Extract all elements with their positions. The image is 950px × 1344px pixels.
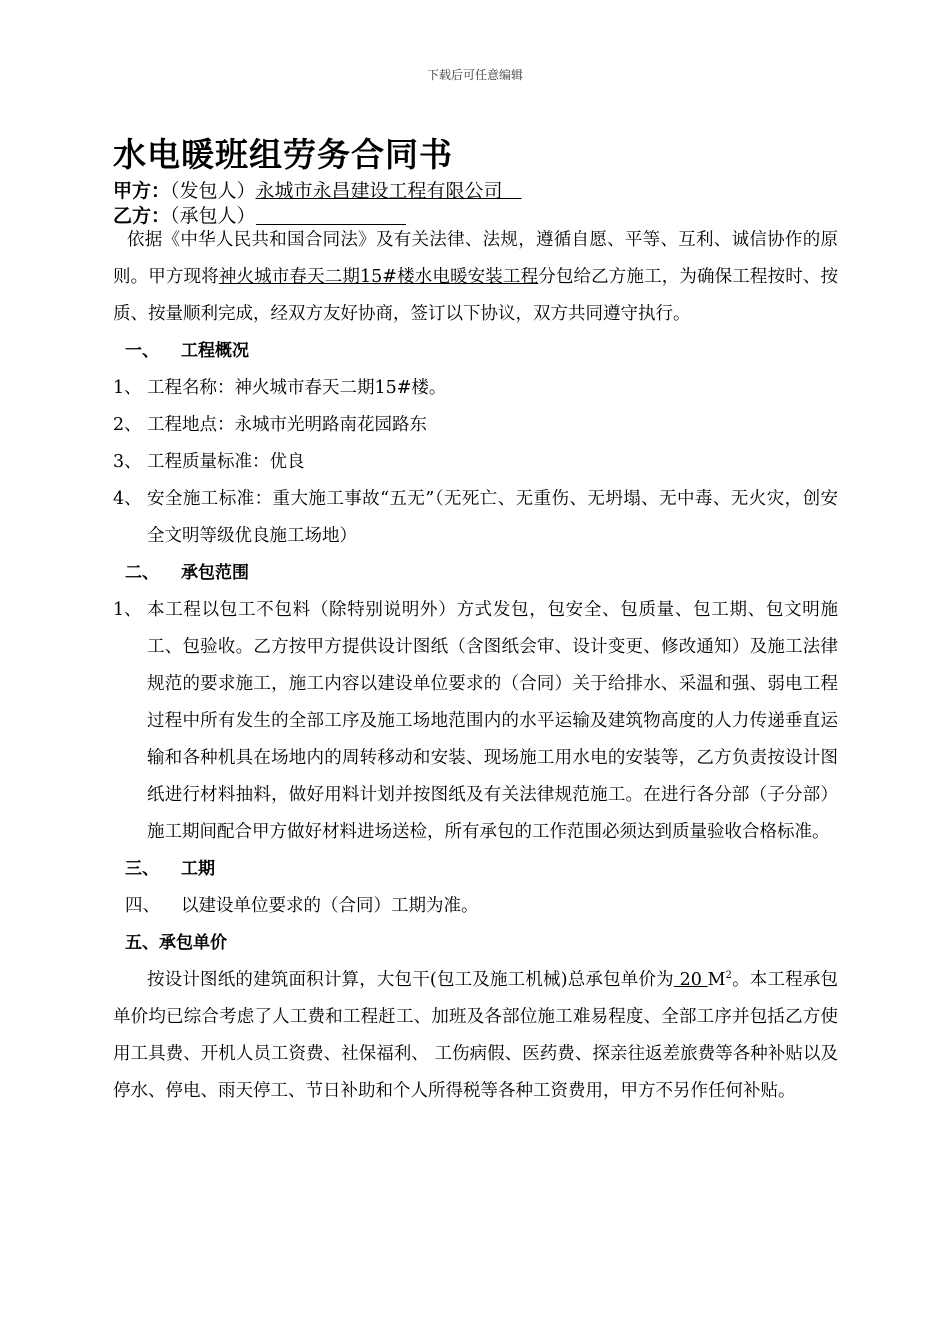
section-2-title: 承包范围 (181, 563, 249, 583)
item-text: 工程名称：神火城市春天二期15#楼。 (147, 378, 447, 398)
item-text: 工程质量标准：优良 (147, 452, 305, 472)
party-a-role: （发包人） (170, 180, 256, 202)
section-5-text-2: 。本工程承包单价均已综合考虑了人工费和工程赶工、加班及各部位施工难易程度、全部工序并包括乙方使用工具费、开机人员工资费、社保福利、 工伤病假、医药费、探亲往返差旅费等各种补贴以及停水、停电、雨天停工、节日补助和个人所得税等各种工资费用，甲方不另作任何补贴。 (113, 970, 839, 1101)
section-1-title: 工程概况 (181, 341, 249, 361)
list-item (113, 370, 838, 407)
section-3-title: 工期 (181, 859, 215, 879)
intro-text-2: 分包给乙方施工，为确保工程按时、按质、按量顺利完成，经双方友好协商，签订以下协议，双方共同遵守执行。 (113, 267, 838, 324)
list-item (113, 592, 838, 851)
list-item (113, 407, 838, 444)
list-item (113, 481, 838, 555)
unit-label: M (707, 970, 726, 990)
section-3-number: 三、 (125, 859, 159, 879)
item-text: 安全施工标准：重大施工事故“五无”（无死亡、无重伤、无坍塌、无中毒、无火灾，创安全文明等级优良施工场地） (147, 489, 838, 546)
party-b-label: 乙方： (113, 205, 171, 227)
section-1-heading (113, 333, 838, 370)
party-a-line (113, 176, 522, 203)
item-number: 1、 (113, 378, 142, 398)
section-5-heading: 五、承包单价 (125, 933, 227, 953)
unit-superscript: 2 (725, 970, 732, 981)
project-name: 神火城市春天二期15#楼水电暖安装工程 (218, 267, 539, 287)
list-item (113, 444, 838, 481)
section-4-number: 四、 (125, 896, 160, 916)
party-a-name: 永城市永昌建设工程有限公司 (255, 180, 522, 202)
unit-price: 20 (673, 970, 708, 990)
item-text: 本工程以包工不包料（除特别说明外）方式发包，包安全、包质量、包工期、包文明施工、包验收。乙方按甲方提供设计图纸（含图纸会审、设计变更、修改通知）及施工法律规范的要求施工，施工内容以建设单位要求的（合同）关于给排水、采温和强、弱电工程过程中所有发生的全部工序及施工场地范围内的水平运输及建筑物高度的人力传递垂直运输和各种机具在场地内的周转移动和安装、现场施工用水电的安装等，乙方负责按设计图纸进行材料抽料，做好用料计划并按图纸及有关法律规范施工。在进行各分部（子分部）施工期间配合甲方做好材料进场送检，所有承包的工作范围必须达到质量验收合格标准。 (147, 600, 838, 842)
item-text: 工程地点：永城市光明路南花园路东 (147, 415, 427, 435)
section-5-paragraph (113, 962, 838, 1110)
section-2-number: 二、 (125, 563, 159, 583)
section-1-number: 一、 (125, 341, 159, 361)
intro-text-1: 依据《中华人民共和国合同法》及有关法律、法规，遵循自愿、平等、互利、诚信协作的原则。甲方现将 (113, 230, 838, 287)
section-5-text-1: 按设计图纸的建筑面积计算，大包干(包工及施工机械)总承包单价为 (147, 970, 674, 990)
party-b-role: （承包人） (170, 205, 256, 227)
contract-body (113, 222, 838, 1110)
item-number: 3、 (113, 452, 142, 472)
item-number: 2、 (113, 415, 142, 435)
item-number: 4、 (113, 489, 142, 509)
section-2-heading (113, 555, 838, 592)
section-4-line (113, 888, 838, 925)
party-a-label: 甲方： (113, 180, 171, 202)
section-4-text: 以建设单位要求的（合同）工期为准。 (181, 896, 479, 916)
item-number: 1、 (113, 600, 142, 620)
page-header-note: 下载后可任意编辑 (426, 68, 523, 82)
section-3-heading (113, 851, 838, 888)
intro-paragraph (113, 222, 838, 333)
document-title: 水电暖班组劳务合同书 (113, 135, 453, 174)
